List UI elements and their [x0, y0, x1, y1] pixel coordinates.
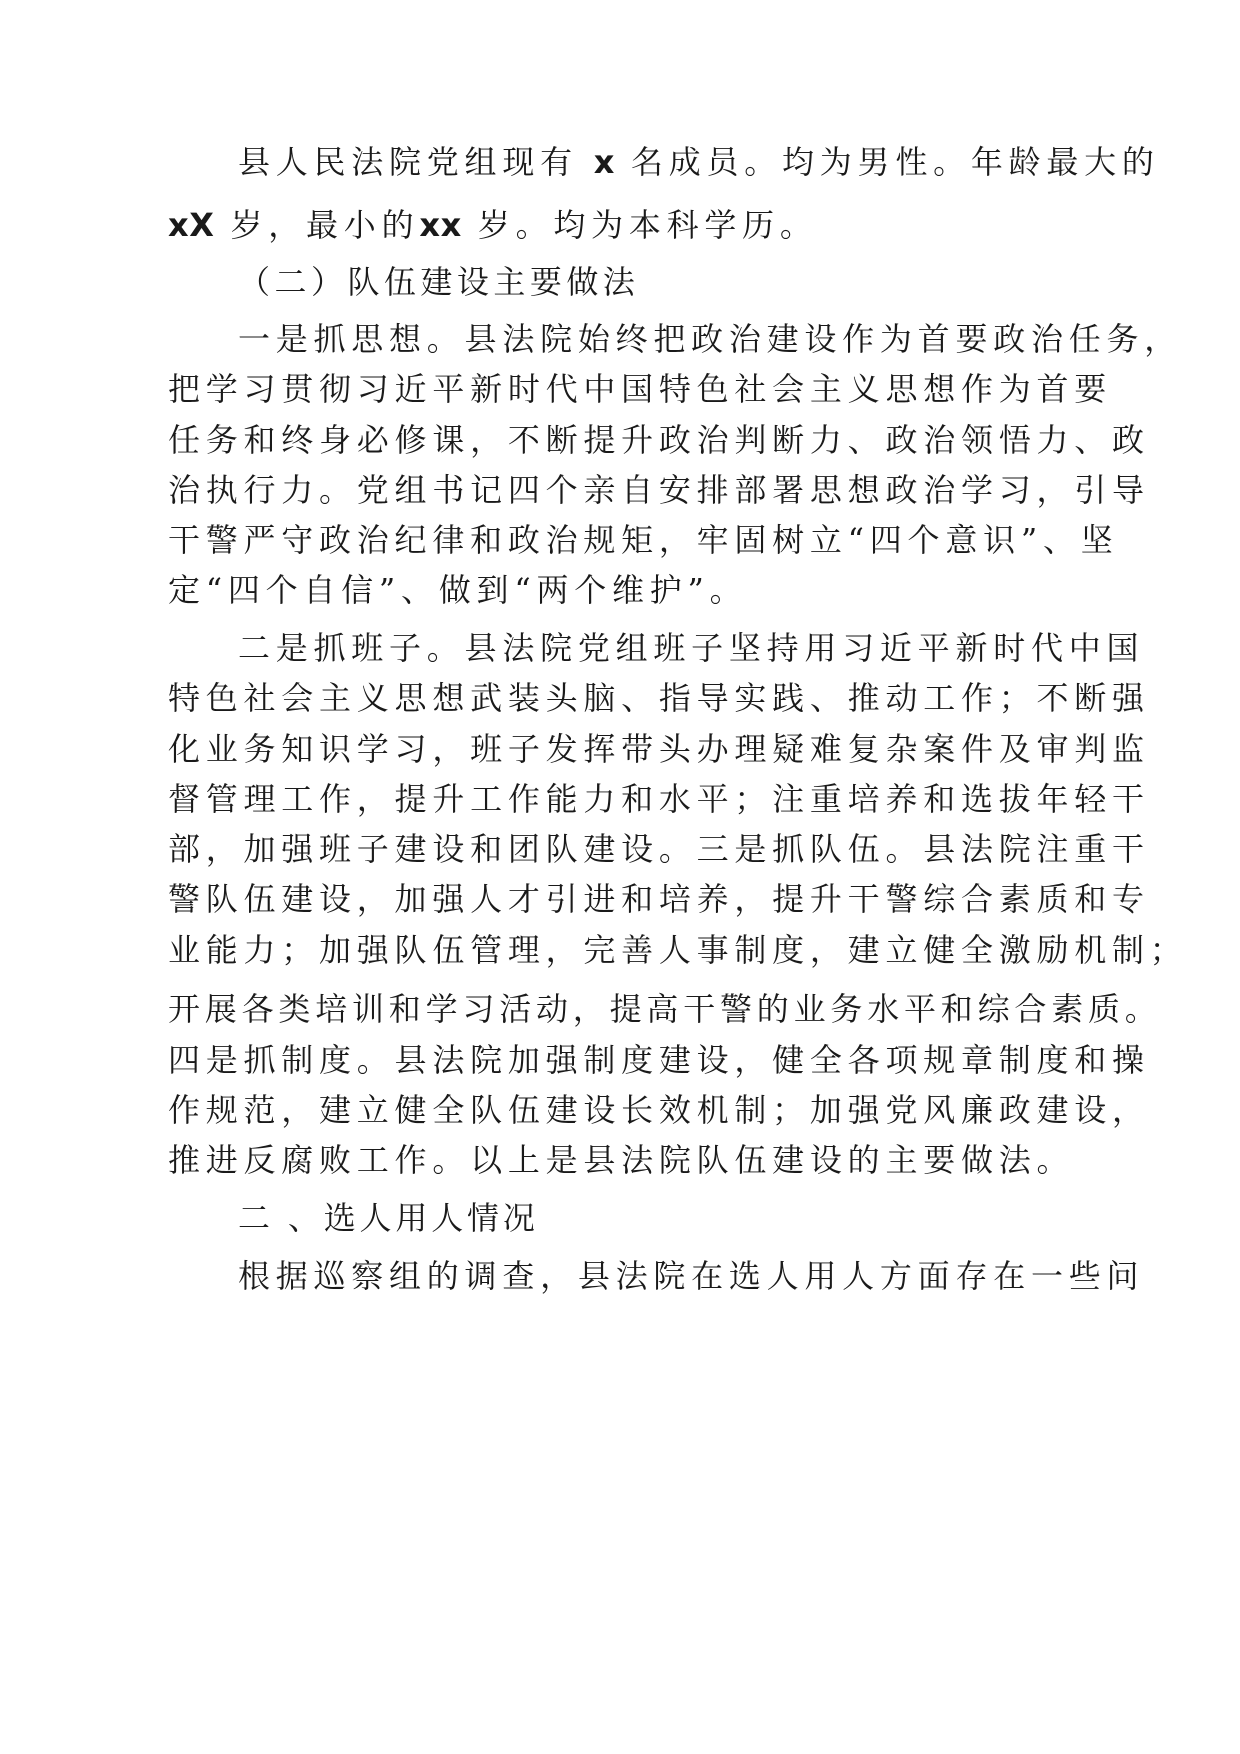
intro-text-1: 县人民法院党组现有 — [238, 143, 578, 181]
intro-line-2 — [168, 205, 818, 245]
body-line-13: 业能力；加强队伍管理，完善人事制度，建立健全激励机制； — [168, 931, 1188, 969]
body-line-3: 任务和终身必修课，不断提升政治判断力、政治领悟力、政 — [168, 421, 1150, 459]
body-line-5: 干警严守政治纪律和政治规矩，牢固树立“四个意识”、坚 — [168, 521, 1119, 559]
intro-text-4: 岁。均为本科学历。 — [477, 206, 818, 244]
section-heading: （二）队伍建设主要做法 — [238, 263, 640, 301]
heading-two: 二 、选人用人情况 — [238, 1199, 539, 1237]
body-line-4: 治执行力。党组书记四个亲自安排部署思想政治学习，引导 — [168, 471, 1150, 509]
body-line-16: 作规范，建立健全队伍建设长效机制；加强党风廉政建设， — [168, 1091, 1150, 1129]
body-line-17: 推进反腐败工作。以上是县法院队伍建设的主要做法。 — [168, 1141, 1075, 1179]
member-count: x — [593, 143, 616, 181]
intro-text-2: 名成员。均为男性。年龄最大的 — [631, 143, 1160, 181]
body-line-8: 特色社会主义思想武装头脑、指导实践、推动工作；不断强 — [168, 679, 1150, 717]
max-age: xX — [168, 206, 215, 244]
body-line-2: 把学习贯彻习近平新时代中国特色社会主义思想作为首要 — [168, 370, 1113, 408]
last-line: 根据巡察组的调查，县法院在选人用人方面存在一些问 — [238, 1257, 1145, 1295]
body-line-6: 定“四个自信”、做到“两个维护”。 — [168, 571, 748, 609]
body-line-9: 化业务知识学习，班子发挥带头办理疑难复杂案件及审判监 — [168, 730, 1150, 768]
min-age: xx — [419, 206, 462, 244]
body-line-15: 四是抓制度。县法院加强制度建设，健全各项规章制度和操 — [168, 1041, 1150, 1079]
body-line-10: 督管理工作，提升工作能力和水平；注重培养和选拔年轻干 — [168, 780, 1150, 818]
body-line-7: 二是抓班子。县法院党组班子坚持用习近平新时代中国 — [238, 629, 1145, 667]
body-line-12: 警队伍建设，加强人才引进和培养，提升干警综合素质和专 — [168, 880, 1150, 918]
body-line-11: 部，加强班子建设和团队建设。三是抓队伍。县法院注重干 — [168, 830, 1150, 868]
body-line-1: 一是抓思想。县法院始终把政治建设作为首要政治任务， — [238, 320, 1183, 358]
body-line-14: 开展各类培训和学习活动，提高干警的业务水平和综合素质。 — [168, 990, 1162, 1028]
intro-line-1 — [238, 142, 1160, 182]
intro-text-3: 岁，最小的 — [230, 206, 420, 244]
